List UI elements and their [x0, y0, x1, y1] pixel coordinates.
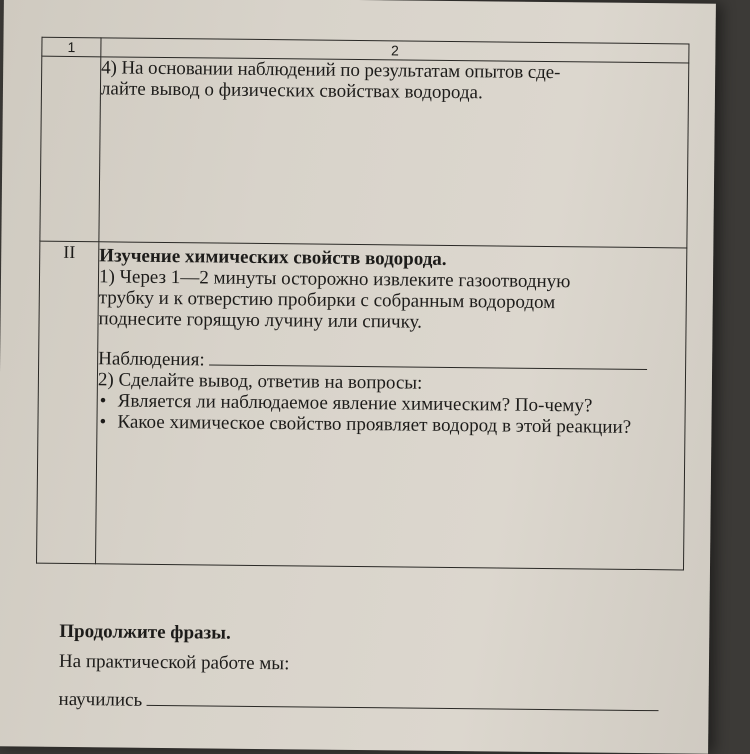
prompt-text: На практической работе мы: — [58, 650, 290, 675]
table-row — [40, 56, 689, 248]
observations-label: Наблюдения: — [98, 348, 205, 371]
question-text: Является ли наблюдаемое явление химическим? По-чему? — [117, 390, 593, 417]
bullet-icon: • — [99, 390, 107, 412]
row-number — [40, 56, 101, 242]
step-1-line: поднесите горящую лучину или спичку. — [98, 308, 423, 333]
questions-list — [97, 390, 684, 438]
header-col-2: 2 — [101, 38, 689, 63]
step-1-line: 1) Через 1—2 минуты осторожно извлеките газоотводную — [98, 266, 571, 293]
step-2-line: 2) Сделайте вывод, ответив на вопросы: — [97, 369, 423, 394]
experiment-table — [36, 37, 689, 571]
bullet-icon: • — [99, 411, 107, 433]
task-line: 4) На основании наблюдений по результатам опытов сде- — [101, 57, 561, 84]
section-title: Изучение химических свойств водорода. — [99, 245, 447, 270]
section-heading: Продолжите фразы. — [59, 620, 231, 644]
row-number: II — [37, 241, 99, 564]
learned-answer-blank[interactable] — [147, 688, 659, 711]
continue-phrases-section — [58, 617, 689, 722]
learned-label: научились — [58, 688, 143, 711]
table-row — [37, 241, 687, 570]
task-line: лайте вывод о физических свойствах водорода. — [100, 78, 483, 104]
header-col-1: 1 — [42, 37, 101, 57]
chemical-properties-task — [96, 242, 687, 570]
physical-properties-task — [99, 57, 689, 248]
learned-line — [58, 685, 688, 722]
question-text: Какое химическое свойство проявляет водород в этой реакции? — [117, 411, 632, 438]
step-1-line: трубку и к отверстию пробирки с собранным водородом — [98, 287, 556, 314]
observations-answer-blank[interactable] — [209, 347, 647, 370]
